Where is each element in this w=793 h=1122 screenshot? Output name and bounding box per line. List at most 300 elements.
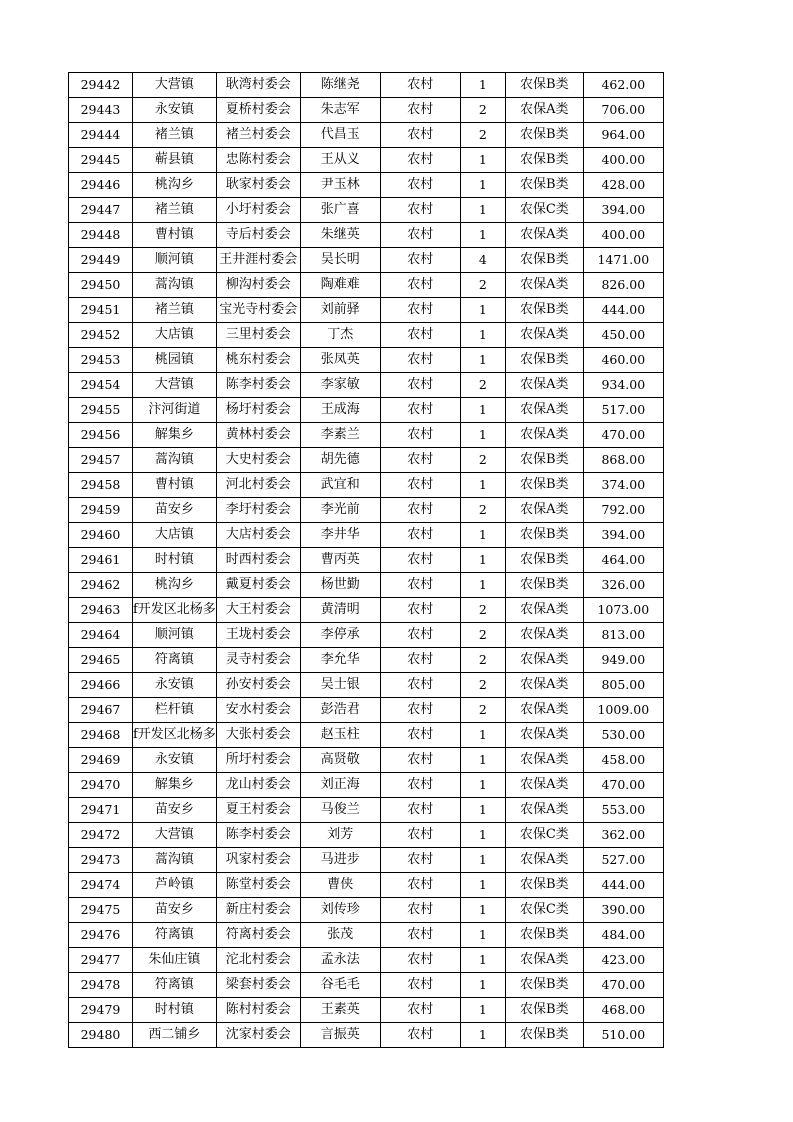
area-type-cell: 农村 [380,698,460,723]
village-cell: 柳沟村委会 [216,273,300,298]
area-type-cell: 农村 [380,298,460,323]
amount-cell: 394.00 [583,198,663,223]
table-row [69,473,664,498]
village-cell: 沈家村委会 [216,1023,300,1048]
name-cell: 李家敏 [300,373,380,398]
town-cell: 大店镇 [133,523,217,548]
row-id-cell: 29449 [69,248,133,273]
area-type-cell: 农村 [380,123,460,148]
area-type-cell: 农村 [380,623,460,648]
town-cell: 曹村镇 [133,223,217,248]
insurance-category-cell: 农保B类 [505,998,583,1023]
village-cell: 沱北村委会 [216,948,300,973]
town-cell: 蕲县镇 [133,148,217,173]
amount-cell: 462.00 [583,73,663,98]
insurance-category-cell: 农保A类 [505,698,583,723]
village-cell: 梁套村委会 [216,973,300,998]
table-row [69,573,664,598]
household-count-cell: 1 [460,823,505,848]
table-row [69,498,664,523]
insurance-category-cell: 农保B类 [505,248,583,273]
amount-cell: 510.00 [583,1023,663,1048]
household-count-cell: 1 [460,548,505,573]
table-row [69,323,664,348]
household-count-cell: 1 [460,973,505,998]
insurance-category-cell: 农保A类 [505,398,583,423]
insurance-category-cell: 农保A类 [505,848,583,873]
insurance-category-cell: 农保A类 [505,273,583,298]
name-cell: 彭浩君 [300,698,380,723]
area-type-cell: 农村 [380,973,460,998]
household-count-cell: 1 [460,923,505,948]
amount-cell: 1009.00 [583,698,663,723]
insurance-category-cell: 农保A类 [505,323,583,348]
town-cell: 褚兰镇 [133,123,217,148]
name-cell: 张茂 [300,923,380,948]
name-cell: 武宜和 [300,473,380,498]
name-cell: 代昌玉 [300,123,380,148]
household-count-cell: 2 [460,123,505,148]
row-id-cell: 29446 [69,173,133,198]
amount-cell: 428.00 [583,173,663,198]
household-count-cell: 1 [460,748,505,773]
town-cell: 符离镇 [133,973,217,998]
village-cell: 巩家村委会 [216,848,300,873]
household-count-cell: 1 [460,798,505,823]
row-id-cell: 29469 [69,748,133,773]
area-type-cell: 农村 [380,873,460,898]
row-id-cell: 29466 [69,673,133,698]
village-cell: 桃东村委会 [216,348,300,373]
village-cell: 宝光寺村委会 [216,298,300,323]
household-count-cell: 1 [460,898,505,923]
amount-cell: 484.00 [583,923,663,948]
row-id-cell: 29479 [69,998,133,1023]
village-cell: 夏王村委会 [216,798,300,823]
village-cell: 大张村委会 [216,723,300,748]
insurance-category-cell: 农保A类 [505,648,583,673]
amount-cell: 423.00 [583,948,663,973]
village-cell: 大店村委会 [216,523,300,548]
name-cell: 李素兰 [300,423,380,448]
area-type-cell: 农村 [380,773,460,798]
amount-cell: 934.00 [583,373,663,398]
town-cell: 汴河街道 [133,398,217,423]
table-row [69,848,664,873]
area-type-cell: 农村 [380,348,460,373]
row-id-cell: 29476 [69,923,133,948]
insurance-category-cell: 农保A类 [505,223,583,248]
row-id-cell: 29474 [69,873,133,898]
household-count-cell: 1 [460,423,505,448]
household-count-cell: 1 [460,948,505,973]
town-cell: 桃园镇 [133,348,217,373]
area-type-cell: 农村 [380,798,460,823]
table-row [69,73,664,98]
row-id-cell: 29455 [69,398,133,423]
records-table-body [69,73,664,1048]
row-id-cell: 29457 [69,448,133,473]
row-id-cell: 29465 [69,648,133,673]
town-cell: 永安镇 [133,748,217,773]
town-cell: 苗安乡 [133,898,217,923]
household-count-cell: 1 [460,473,505,498]
village-cell: 新庄村委会 [216,898,300,923]
row-id-cell: 29448 [69,223,133,248]
town-cell: 蒿沟镇 [133,448,217,473]
town-cell: 褚兰镇 [133,298,217,323]
area-type-cell: 农村 [380,998,460,1023]
amount-cell: 468.00 [583,998,663,1023]
village-cell: 大王村委会 [216,598,300,623]
town-cell: 永安镇 [133,98,217,123]
row-id-cell: 29470 [69,773,133,798]
area-type-cell: 农村 [380,948,460,973]
insurance-category-cell: 农保B类 [505,148,583,173]
table-row [69,223,664,248]
village-cell: 褚兰村委会 [216,123,300,148]
amount-cell: 517.00 [583,398,663,423]
amount-cell: 464.00 [583,548,663,573]
table-row [69,248,664,273]
village-cell: 灵寺村委会 [216,648,300,673]
insurance-category-cell: 农保A类 [505,673,583,698]
table-row [69,698,664,723]
area-type-cell: 农村 [380,673,460,698]
town-cell: 解集乡 [133,773,217,798]
insurance-category-cell: 农保A类 [505,773,583,798]
area-type-cell: 农村 [380,523,460,548]
town-cell: 朱仙庄镇 [133,948,217,973]
area-type-cell: 农村 [380,648,460,673]
insurance-category-cell: 农保A类 [505,748,583,773]
insurance-category-cell: 农保B类 [505,348,583,373]
amount-cell: 458.00 [583,748,663,773]
name-cell: 刘前驿 [300,298,380,323]
row-id-cell: 29451 [69,298,133,323]
name-cell: 谷毛毛 [300,973,380,998]
name-cell: 王素英 [300,998,380,1023]
area-type-cell: 农村 [380,223,460,248]
area-type-cell: 农村 [380,198,460,223]
table-row [69,173,664,198]
insurance-category-cell: 农保B类 [505,473,583,498]
village-cell: 陈堂村委会 [216,873,300,898]
amount-cell: 362.00 [583,823,663,848]
village-cell: 河北村委会 [216,473,300,498]
area-type-cell: 农村 [380,323,460,348]
name-cell: 曹侠 [300,873,380,898]
row-id-cell: 29460 [69,523,133,548]
name-cell: 刘正海 [300,773,380,798]
amount-cell: 813.00 [583,623,663,648]
town-cell: 蒿沟镇 [133,273,217,298]
area-type-cell: 农村 [380,473,460,498]
name-cell: 陈继尧 [300,73,380,98]
area-type-cell: 农村 [380,598,460,623]
row-id-cell: 29462 [69,573,133,598]
amount-cell: 868.00 [583,448,663,473]
household-count-cell: 2 [460,598,505,623]
household-count-cell: 1 [460,773,505,798]
area-type-cell: 农村 [380,148,460,173]
area-type-cell: 农村 [380,848,460,873]
household-count-cell: 2 [460,498,505,523]
name-cell: 王成海 [300,398,380,423]
row-id-cell: 29472 [69,823,133,848]
name-cell: 黄清明 [300,598,380,623]
amount-cell: 530.00 [583,723,663,748]
row-id-cell: 29467 [69,698,133,723]
row-id-cell: 29458 [69,473,133,498]
row-id-cell: 29456 [69,423,133,448]
name-cell: 马俊兰 [300,798,380,823]
household-count-cell: 1 [460,223,505,248]
household-count-cell: 2 [460,673,505,698]
village-cell: 小圩村委会 [216,198,300,223]
amount-cell: 400.00 [583,148,663,173]
household-count-cell: 2 [460,698,505,723]
village-cell: 夏桥村委会 [216,98,300,123]
row-id-cell: 29453 [69,348,133,373]
table-row [69,123,664,148]
household-count-cell: 1 [460,398,505,423]
name-cell: 胡先德 [300,448,380,473]
row-id-cell: 29445 [69,148,133,173]
table-row [69,398,664,423]
name-cell: 马进步 [300,848,380,873]
amount-cell: 964.00 [583,123,663,148]
household-count-cell: 1 [460,198,505,223]
village-cell: 所圩村委会 [216,748,300,773]
insurance-category-cell: 农保A类 [505,798,583,823]
area-type-cell: 农村 [380,173,460,198]
row-id-cell: 29461 [69,548,133,573]
town-cell: 时村镇 [133,548,217,573]
town-cell: 西二铺乡 [133,1023,217,1048]
table-row [69,748,664,773]
name-cell: 张凤英 [300,348,380,373]
row-id-cell: 29442 [69,73,133,98]
town-cell: 苗安乡 [133,798,217,823]
village-cell: 寺后村委会 [216,223,300,248]
household-count-cell: 1 [460,348,505,373]
amount-cell: 390.00 [583,898,663,923]
household-count-cell: 1 [460,723,505,748]
name-cell: 刘传珍 [300,898,380,923]
table-row [69,973,664,998]
row-id-cell: 29452 [69,323,133,348]
town-cell: 符离镇 [133,648,217,673]
area-type-cell: 农村 [380,573,460,598]
table-row [69,548,664,573]
household-count-cell: 1 [460,873,505,898]
amount-cell: 470.00 [583,773,663,798]
amount-cell: 792.00 [583,498,663,523]
town-cell: 桃沟乡 [133,573,217,598]
name-cell: 吴长明 [300,248,380,273]
town-cell: 曹村镇 [133,473,217,498]
area-type-cell: 农村 [380,98,460,123]
row-id-cell: 29478 [69,973,133,998]
insurance-category-cell: 农保B类 [505,548,583,573]
area-type-cell: 农村 [380,423,460,448]
amount-cell: 1471.00 [583,248,663,273]
row-id-cell: 29475 [69,898,133,923]
town-cell: 时村镇 [133,998,217,1023]
household-count-cell: 1 [460,1023,505,1048]
town-cell: f开发区北杨多 [133,598,217,623]
town-cell: 大营镇 [133,823,217,848]
area-type-cell: 农村 [380,73,460,98]
town-cell: 蒿沟镇 [133,848,217,873]
village-cell: 符离村委会 [216,923,300,948]
row-id-cell: 29477 [69,948,133,973]
amount-cell: 444.00 [583,298,663,323]
town-cell: 大营镇 [133,73,217,98]
table-row [69,148,664,173]
amount-cell: 400.00 [583,223,663,248]
amount-cell: 706.00 [583,98,663,123]
area-type-cell: 农村 [380,448,460,473]
area-type-cell: 农村 [380,248,460,273]
insurance-category-cell: 农保C类 [505,898,583,923]
town-cell: 大营镇 [133,373,217,398]
insurance-category-cell: 农保A类 [505,948,583,973]
household-count-cell: 2 [460,273,505,298]
table-row [69,448,664,473]
village-cell: 三里村委会 [216,323,300,348]
name-cell: 王从义 [300,148,380,173]
table-row [69,623,664,648]
table-row [69,948,664,973]
name-cell: 孟永法 [300,948,380,973]
household-count-cell: 1 [460,523,505,548]
town-cell: 大店镇 [133,323,217,348]
table-row [69,923,664,948]
household-count-cell: 1 [460,73,505,98]
insurance-category-cell: 农保B类 [505,973,583,998]
name-cell: 吴士银 [300,673,380,698]
table-row [69,873,664,898]
household-count-cell: 1 [460,323,505,348]
name-cell: 丁杰 [300,323,380,348]
area-type-cell: 农村 [380,1023,460,1048]
name-cell: 曹丙英 [300,548,380,573]
village-cell: 忠陈村委会 [216,148,300,173]
table-row [69,98,664,123]
area-type-cell: 农村 [380,748,460,773]
name-cell: 李停承 [300,623,380,648]
household-count-cell: 1 [460,298,505,323]
amount-cell: 460.00 [583,348,663,373]
table-row [69,298,664,323]
row-id-cell: 29459 [69,498,133,523]
insurance-category-cell: 农保B类 [505,173,583,198]
household-count-cell: 2 [460,373,505,398]
household-count-cell: 1 [460,148,505,173]
insurance-category-cell: 农保B类 [505,1023,583,1048]
town-cell: 桃沟乡 [133,173,217,198]
name-cell: 高贤敬 [300,748,380,773]
table-row [69,823,664,848]
village-cell: 大史村委会 [216,448,300,473]
table-row [69,523,664,548]
insurance-category-cell: 农保A类 [505,423,583,448]
village-cell: 陈村村委会 [216,998,300,1023]
insurance-category-cell: 农保A类 [505,98,583,123]
village-cell: 戴夏村委会 [216,573,300,598]
village-cell: 杨圩村委会 [216,398,300,423]
area-type-cell: 农村 [380,898,460,923]
row-id-cell: 29447 [69,198,133,223]
table-row [69,723,664,748]
name-cell: 张广喜 [300,198,380,223]
village-cell: 王井涯村委会 [216,248,300,273]
town-cell: 解集乡 [133,423,217,448]
row-id-cell: 29443 [69,98,133,123]
amount-cell: 470.00 [583,973,663,998]
name-cell: 言振英 [300,1023,380,1048]
row-id-cell: 29473 [69,848,133,873]
town-cell: 永安镇 [133,673,217,698]
area-type-cell: 农村 [380,273,460,298]
insurance-category-cell: 农保B类 [505,298,583,323]
amount-cell: 527.00 [583,848,663,873]
name-cell: 李井华 [300,523,380,548]
table-row [69,998,664,1023]
town-cell: 符离镇 [133,923,217,948]
row-id-cell: 29471 [69,798,133,823]
village-cell: 耿家村委会 [216,173,300,198]
insurance-category-cell: 农保B类 [505,923,583,948]
table-row [69,773,664,798]
village-cell: 安水村委会 [216,698,300,723]
name-cell: 李允华 [300,648,380,673]
town-cell: 栏杆镇 [133,698,217,723]
table-row [69,798,664,823]
household-count-cell: 2 [460,623,505,648]
name-cell: 朱志军 [300,98,380,123]
name-cell: 尹玉林 [300,173,380,198]
amount-cell: 394.00 [583,523,663,548]
name-cell: 杨世勤 [300,573,380,598]
table-row [69,348,664,373]
row-id-cell: 29464 [69,623,133,648]
insurance-category-cell: 农保A类 [505,598,583,623]
village-cell: 耿湾村委会 [216,73,300,98]
insurance-category-cell: 农保A类 [505,723,583,748]
household-count-cell: 1 [460,573,505,598]
village-cell: 陈李村委会 [216,373,300,398]
name-cell: 朱继英 [300,223,380,248]
table-row [69,1023,664,1048]
household-count-cell: 4 [460,248,505,273]
name-cell: 赵玉柱 [300,723,380,748]
household-count-cell: 1 [460,998,505,1023]
amount-cell: 553.00 [583,798,663,823]
amount-cell: 450.00 [583,323,663,348]
table-row [69,598,664,623]
area-type-cell: 农村 [380,923,460,948]
amount-cell: 374.00 [583,473,663,498]
name-cell: 李光前 [300,498,380,523]
row-id-cell: 29454 [69,373,133,398]
row-id-cell: 29450 [69,273,133,298]
row-id-cell: 29444 [69,123,133,148]
table-row [69,648,664,673]
area-type-cell: 农村 [380,723,460,748]
